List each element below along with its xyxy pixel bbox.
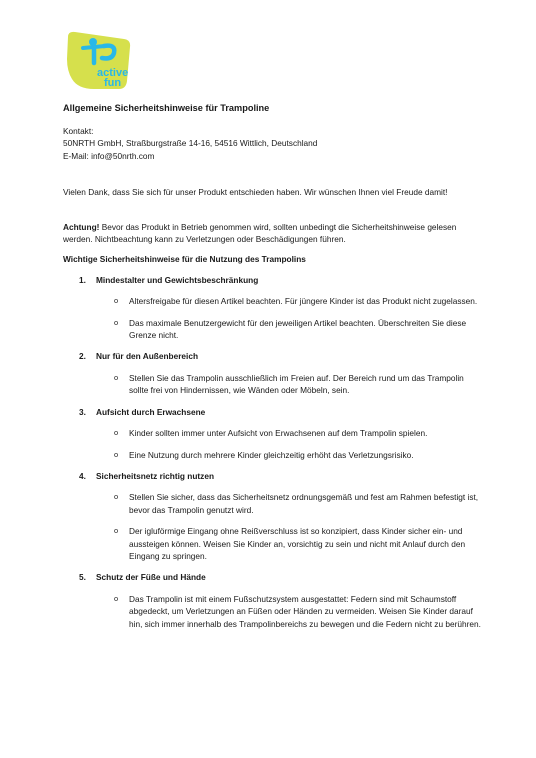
bullet-list (96, 491, 483, 562)
bullet-marker: o (114, 428, 119, 438)
bullet-marker: o (114, 317, 119, 327)
logo-text-line1: active (97, 67, 129, 79)
document-title: Allgemeine Sicherheitshinweise für Trampoline (63, 103, 270, 113)
bullet-item (96, 593, 483, 630)
bullet-marker: o (114, 526, 119, 536)
section-heading: Wichtige Sicherheitshinweise für die Nutzung des Trampolins (63, 254, 306, 265)
bullet-text: Das maximale Benutzergewicht für den jeweiligen Artikel beachten. Überschreiten Sie diese Grenze nicht. (129, 317, 467, 341)
contact-address: 50NRTH GmbH, Straßburgstraße 14-16, 54516 Wittlich, Deutschland (63, 138, 318, 149)
bullet-text: Stellen Sie sicher, dass das Sicherheitsnetz ordnungsgemäß und fest am Rahmen befestigt ist, bevor das Trampolin genutzt wird. (129, 492, 479, 515)
item-title: Schutz der Füße und Hände (96, 572, 206, 583)
bullet-marker: o (114, 492, 119, 502)
safety-item (63, 406, 483, 461)
bullet-item (96, 525, 483, 562)
item-number: 1. (79, 274, 86, 285)
safety-item (63, 470, 483, 562)
bullet-marker: o (114, 372, 119, 382)
thank-you-text: Vielen Dank, dass Sie sich für unser Produkt entschieden haben. Wir wünschen Ihnen viel Freude damit! (63, 187, 448, 198)
bullet-marker: o (114, 593, 119, 603)
warning-paragraph (63, 221, 483, 246)
bullet-text: Der igluförmige Eingang ohne Reißverschluss ist so konzipiert, dass Kinder sicher ein- und aussteigen können. Weisen Sie Kinder an, vorsichtig zu sein und nicht mit Anlauf durch den Eingang zu springen. (129, 526, 466, 561)
item-title: Sicherheitsnetz richtig nutzen (96, 470, 215, 481)
bullet-item (96, 372, 483, 397)
logo-text-line2: fun (104, 77, 122, 89)
safety-item (63, 274, 483, 342)
item-number: 4. (79, 470, 86, 481)
warning-label: Achtung! (63, 221, 100, 232)
bullet-text: Altersfreigabe für diesen Artikel beachten. Für jüngere Kinder ist das Produkt nicht zugelassen. (129, 296, 478, 307)
active-fun-logo (64, 29, 134, 95)
bullet-item (96, 491, 483, 516)
bullet-list (96, 593, 483, 630)
bullet-item (96, 317, 483, 342)
item-number: 5. (79, 572, 86, 583)
item-title: Aufsicht durch Erwachsene (96, 406, 206, 417)
safety-items-list (63, 274, 483, 630)
bullet-text: Das Trampolin ist mit einem Fußschutzsystem ausgestattet: Federn sind mit Schaumstoff abgedeckt, um Verletzungen an Füßen oder Händen zu vermeiden. Weisen Sie Kinder darauf hin, sich immer innerhalb des Trampolinbereichs zu bewegen und die Federn nicht zu berühren. (129, 593, 481, 629)
bullet-item (96, 449, 483, 461)
bullet-item (96, 427, 483, 439)
bullet-item (96, 295, 483, 307)
bullet-marker: o (114, 296, 119, 306)
contact-email: E-Mail: info@50nrth.com (63, 150, 155, 161)
bullet-marker: o (114, 449, 119, 459)
item-title: Mindestalter und Gewichtsbeschränkung (96, 274, 259, 285)
item-number: 2. (79, 351, 86, 362)
bullet-text: Eine Nutzung durch mehrere Kinder gleichzeitig erhöht das Verletzungsrisiko. (129, 449, 414, 460)
warning-text: Bevor das Produkt in Betrieb genommen wird, sollten unbedingt die Sicherheitshinweise gelesen werden. Nichtbeachtung kann zu Verletzungen oder Beschädigungen führen. (63, 221, 457, 245)
safety-item (63, 350, 483, 396)
bullet-list (96, 427, 483, 461)
contact-block (63, 125, 483, 162)
safety-item (63, 571, 483, 630)
bullet-text: Stellen Sie das Trampolin ausschließlich im Freien auf. Der Bereich rund um das Trampolin sollte frei von Hindernissen, wie Wänden oder Möbeln, sein. (129, 372, 464, 396)
bullet-text: Kinder sollten immer unter Aufsicht von Erwachsenen auf dem Trampolin spielen. (129, 428, 428, 439)
bullet-list (96, 372, 483, 397)
item-number: 3. (79, 406, 86, 417)
item-title: Nur für den Außenbereich (96, 351, 199, 362)
document-body (63, 102, 483, 639)
contact-label: Kontakt: (63, 126, 94, 136)
bullet-list (96, 295, 483, 341)
